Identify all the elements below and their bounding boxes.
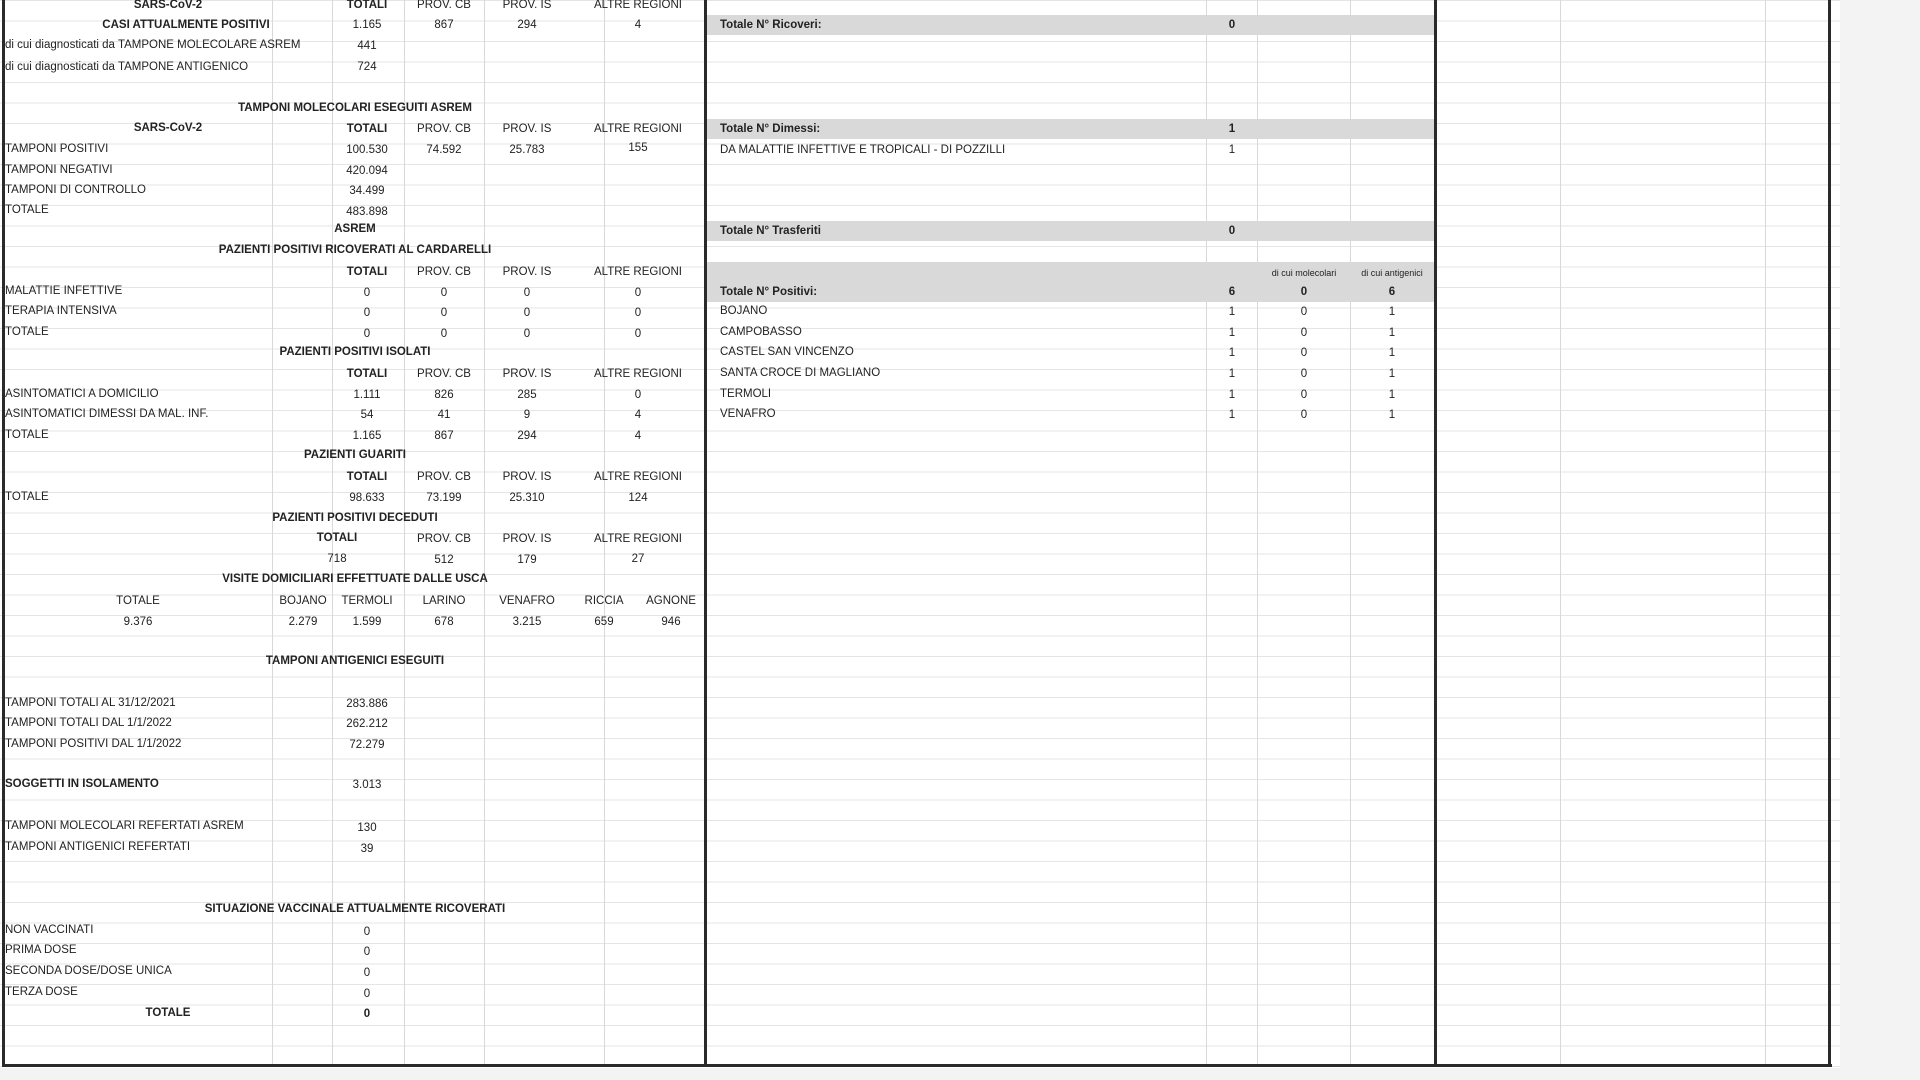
section-title: PAZIENTI POSITIVI ISOLATI	[279, 346, 431, 358]
col-header-totali: TOTALI	[346, 266, 388, 278]
col-header-totali: TOTALI	[346, 123, 388, 135]
cell: 724	[357, 61, 377, 73]
cell: 1	[1388, 306, 1396, 318]
cell: 0	[363, 1008, 371, 1020]
usca-header: VENAFRO	[499, 595, 555, 607]
cell: 659	[594, 616, 614, 628]
comune-name: BOJANO	[720, 305, 768, 317]
cell: 179	[517, 554, 537, 566]
cell: 0	[363, 967, 371, 979]
cell: 72.279	[349, 739, 385, 751]
cell: 6	[1388, 286, 1396, 298]
ricoveri-label: Totale N° Ricoveri:	[720, 19, 822, 31]
trasferiti-label: Totale N° Trasferiti	[720, 225, 821, 237]
col-header-totali: TOTALI	[346, 0, 388, 11]
cell: 0	[1300, 306, 1308, 318]
cell: 0	[363, 926, 371, 938]
row-label: NON VACCINATI	[5, 924, 94, 936]
cell: 1	[1388, 389, 1396, 401]
col-header-ant: di cui antigenici	[1361, 268, 1423, 278]
cell: 1	[1228, 347, 1236, 359]
table-border-divider	[1434, 0, 1437, 1066]
section-title: PAZIENTI POSITIVI RICOVERATI AL CARDARELLI	[218, 244, 492, 256]
comune-name: VENAFRO	[720, 408, 776, 420]
row-label: TOTALE	[5, 491, 49, 503]
row-label: TAMPONI NEGATIVI	[5, 164, 113, 176]
cell: 1	[1228, 389, 1236, 401]
cell: 0	[1300, 286, 1308, 298]
col-header-cb: PROV. CB	[417, 368, 471, 380]
row-label: TERZA DOSE	[5, 986, 78, 998]
table-border-right	[1828, 0, 1831, 1066]
cell: 483.898	[346, 206, 388, 218]
row-label: TAMPONI POSITIVI	[5, 143, 109, 155]
col-header-cb: PROV. CB	[417, 123, 471, 135]
total-label: TOTALE	[145, 1007, 191, 1019]
col-header-totali: TOTALI	[346, 471, 388, 483]
cell: 1.165	[352, 19, 382, 31]
row-label: DA MALATTIE INFETTIVE E TROPICALI - DI POZZILLI	[720, 144, 1006, 156]
cell: 2.279	[288, 616, 318, 628]
cell: 4	[634, 409, 642, 421]
col-header-cb: PROV. CB	[417, 533, 471, 545]
section-title: SITUAZIONE VACCINALE ATTUALMENTE RICOVERATI	[204, 903, 506, 915]
col-header-totali: TOTALI	[316, 532, 358, 544]
cell: 124	[628, 492, 648, 504]
cell: 0	[440, 287, 448, 299]
cell: 0	[1300, 327, 1308, 339]
cell: 1.111	[353, 389, 381, 401]
cell: 1	[1388, 368, 1396, 380]
cell: 867	[434, 19, 454, 31]
cell: 9	[523, 409, 531, 421]
cell: 25.310	[509, 492, 545, 504]
comune-name: SANTA CROCE DI MAGLIANO	[720, 367, 881, 379]
cell: 0	[523, 328, 531, 340]
row-label: di cui diagnosticati da TAMPONE ANTIGENICO	[5, 61, 249, 73]
col-header-altre: ALTRE REGIONI	[594, 533, 682, 545]
cell: 25.783	[509, 144, 545, 156]
cell: 294	[517, 19, 537, 31]
col-header-is: PROV. IS	[502, 533, 552, 545]
cell: 1.599	[352, 616, 382, 628]
cell: 0	[634, 307, 642, 319]
row-label: TOTALE	[5, 429, 49, 441]
col-header-cb: PROV. CB	[417, 266, 471, 278]
cell: 3.215	[512, 616, 542, 628]
cell: 1	[1228, 368, 1236, 380]
col-header-is: PROV. IS	[502, 471, 552, 483]
cell: 0	[634, 287, 642, 299]
cell: 0	[1228, 19, 1236, 31]
cell: 441	[357, 40, 377, 52]
row-label: TAMPONI DI CONTROLLO	[5, 184, 146, 196]
cell: 155	[628, 142, 648, 154]
table-border-left	[2, 0, 5, 1066]
cell: 678	[434, 616, 454, 628]
col-header-is: PROV. IS	[502, 368, 552, 380]
cell: 1	[1228, 327, 1236, 339]
row-label: MALATTIE INFETTIVE	[5, 285, 123, 297]
grid-line	[1350, 0, 1351, 1066]
col-header-altre: ALTRE REGIONI	[594, 266, 682, 278]
row-label: TERAPIA INTENSIVA	[5, 305, 117, 317]
cell: 0	[363, 328, 371, 340]
section-title: PAZIENTI POSITIVI DECEDUTI	[272, 512, 438, 524]
cell: 512	[434, 554, 454, 566]
grid-line	[1257, 0, 1258, 1066]
cell: 34.499	[349, 185, 385, 197]
cell: 41	[437, 409, 451, 421]
cell: 0	[363, 307, 371, 319]
row-label: SECONDA DOSE/DOSE UNICA	[5, 965, 172, 977]
cell: 39	[360, 843, 374, 855]
comune-name: CAMPOBASSO	[720, 326, 802, 338]
section-title: VISITE DOMICILIARI EFFETTUATE DALLE USCA	[222, 573, 488, 585]
usca-header: LARINO	[422, 595, 466, 607]
comune-name: CASTEL SAN VINCENZO	[720, 346, 854, 358]
grid-line	[1765, 0, 1766, 1066]
cell: 0	[1300, 368, 1308, 380]
usca-header: AGNONE	[646, 595, 696, 607]
cell: 867	[434, 430, 454, 442]
cell: 9.376	[123, 616, 153, 628]
casi-label: CASI ATTUALMENTE POSITIVI	[102, 19, 270, 31]
col-header-altre: ALTRE REGIONI	[594, 471, 682, 483]
section-title: TAMPONI MOLECOLARI ESEGUITI ASREM	[238, 102, 472, 114]
cell: 1	[1228, 144, 1236, 156]
grid-line	[1206, 0, 1207, 1066]
cell: 262.212	[346, 718, 388, 730]
usca-header: BOJANO	[279, 595, 327, 607]
section-title: TAMPONI ANTIGENICI ESEGUITI	[265, 655, 445, 667]
usca-header: TOTALE	[116, 595, 160, 607]
cell: 0	[440, 307, 448, 319]
col-header-altre: ALTRE REGIONI	[594, 123, 682, 135]
col-header-cb: PROV. CB	[417, 471, 471, 483]
cell: 285	[517, 389, 537, 401]
cell: 1	[1228, 409, 1236, 421]
section-title: PAZIENTI GUARITI	[303, 449, 407, 461]
cell: 27	[631, 553, 645, 565]
col-header-totali: TOTALI	[346, 368, 388, 380]
row-label: SOGGETTI IN ISOLAMENTO	[5, 778, 159, 790]
table-border-bottom	[2, 1064, 1832, 1067]
col-header-is: PROV. IS	[502, 266, 552, 278]
cell: 0	[1300, 409, 1308, 421]
cell: 54	[360, 409, 374, 421]
col-header-altre: ALTRE REGIONI	[594, 368, 682, 380]
col-header-altre: ALTRE REGIONI	[594, 0, 682, 11]
cell: 1	[1228, 123, 1236, 135]
cell: 1	[1388, 327, 1396, 339]
row-label: TOTALE	[5, 326, 49, 338]
grid-line	[1560, 0, 1561, 1066]
positivi-label: Totale N° Positivi:	[720, 286, 818, 298]
cell: 0	[523, 307, 531, 319]
cell: 1	[1228, 306, 1236, 318]
cell: 0	[363, 946, 371, 958]
row-label: TAMPONI TOTALI AL 31/12/2021	[5, 697, 176, 709]
cell: 826	[434, 389, 454, 401]
cell: 73.199	[426, 492, 462, 504]
cell: 1	[1388, 409, 1396, 421]
cell: 100.530	[346, 144, 388, 156]
row-label: TAMPONI TOTALI DAL 1/1/2022	[5, 717, 172, 729]
row-label: TAMPONI ANTIGENICI REFERTATI	[5, 841, 191, 853]
cell: 420.094	[346, 165, 388, 177]
cell: 3.013	[352, 779, 382, 791]
cell: 74.592	[426, 144, 462, 156]
col-header-mol: di cui molecolari	[1271, 268, 1337, 278]
cell: 1.165	[352, 430, 382, 442]
cell: 4	[634, 430, 642, 442]
row-label: di cui diagnosticati da TAMPONE MOLECOLARE ASREM	[5, 39, 301, 51]
cell: 946	[661, 616, 681, 628]
cell: 0	[634, 328, 642, 340]
cell: 98.633	[349, 492, 385, 504]
usca-header: RICCIA	[584, 595, 624, 607]
row-label: TAMPONI POSITIVI DAL 1/1/2022	[5, 738, 182, 750]
cell: 0	[363, 287, 371, 299]
cell: 0	[363, 988, 371, 1000]
comune-name: TERMOLI	[720, 388, 772, 400]
cell: 0	[1300, 389, 1308, 401]
col-header-is: PROV. IS	[502, 0, 552, 11]
cell: 1	[1388, 347, 1396, 359]
cell: 718	[327, 553, 347, 565]
row-label: PRIMA DOSE	[5, 944, 77, 956]
cell: 0	[634, 389, 642, 401]
cell: 294	[517, 430, 537, 442]
col-header-is: PROV. IS	[502, 123, 552, 135]
col-header-cb: PROV. CB	[417, 0, 471, 11]
row-label: TOTALE	[5, 204, 49, 216]
cell: 130	[357, 822, 377, 834]
sars-label: SARS-CoV-2	[133, 122, 203, 134]
asrem-label: ASREM	[334, 223, 376, 235]
usca-header: TERMOLI	[341, 595, 393, 607]
table-border-divider	[704, 0, 707, 1066]
dimessi-label: Totale N° Dimessi:	[720, 123, 821, 135]
sars-label: SARS-CoV-2	[133, 0, 203, 11]
row-label: ASINTOMATICI DIMESSI DA MAL. INF.	[5, 408, 209, 420]
row-label: TAMPONI MOLECOLARI REFERTATI ASREM	[5, 820, 244, 832]
cell: 4	[634, 19, 642, 31]
cell: 0	[440, 328, 448, 340]
cell: 0	[523, 287, 531, 299]
cell: 6	[1228, 286, 1236, 298]
cell: 0	[1228, 225, 1236, 237]
cell: 283.886	[346, 698, 388, 710]
row-label: ASINTOMATICI A DOMICILIO	[5, 388, 159, 400]
cell: 0	[1300, 347, 1308, 359]
